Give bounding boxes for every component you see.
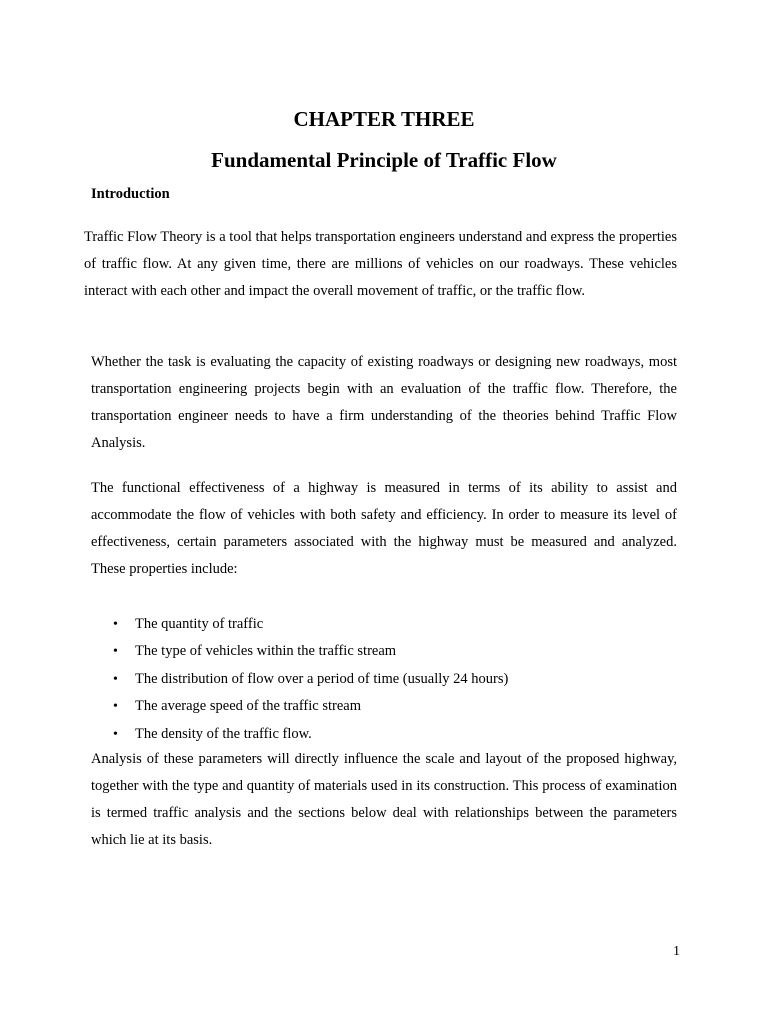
paragraph-4: Analysis of these parameters will directly influence the scale and layout of the proposed highway, together with the type and quantity of materials used in its construction. This process of examination is termed traffic analysis and the sections below deal with relationships between the parameters which lie at its basis.	[91, 751, 677, 848]
list-item	[113, 666, 508, 693]
list-item	[113, 638, 508, 665]
list-item-text: The quantity of traffic	[135, 616, 264, 632]
paragraph-1: Traffic Flow Theory is a tool that helps transportation engineers understand and express the properties of traffic flow. At any given time, there are millions of vehicles on our roadways. These vehicles interact with each other and impact the overall movement of traffic, or the traffic flow.	[84, 229, 677, 299]
bullet-icon: •	[113, 726, 118, 742]
bullet-icon: •	[113, 671, 118, 687]
bullet-icon: •	[113, 644, 118, 660]
list-item-text: The density of the traffic flow.	[135, 725, 312, 742]
page-number: 1	[673, 944, 680, 959]
list-item-text: The type of vehicles within the traffic stream	[135, 643, 397, 660]
chapter-title: Fundamental Principle of Traffic Flow	[211, 148, 557, 172]
list-item-text: The average speed of the traffic stream	[135, 698, 361, 715]
paragraph-2: Whether the task is evaluating the capacity of existing roadways or designing new roadways, most transportation engineering projects begin with an evaluation of the traffic flow. Therefore, the transportation engineer needs to have a firm understanding of the theories behind Traffic Flow Analysis.	[91, 354, 677, 451]
list-item	[113, 721, 508, 748]
list-item	[113, 611, 508, 638]
list-item-text: The distribution of flow over a period of time (usually 24 hours)	[135, 670, 509, 687]
section-heading-introduction: Introduction	[91, 186, 170, 202]
bullet-icon: •	[113, 617, 118, 632]
list-item	[113, 693, 508, 720]
chapter-label: CHAPTER THREE	[293, 107, 475, 131]
paragraph-3: The functional effectiveness of a highway is measured in terms of its ability to assist and accommodate the flow of vehicles with both safety and efficiency. In order to measure its level of effectiveness, certain parameters associated with the highway must be measured and analyzed. These properties include:	[91, 480, 677, 577]
properties-list	[113, 611, 508, 748]
bullet-icon: •	[113, 699, 118, 715]
